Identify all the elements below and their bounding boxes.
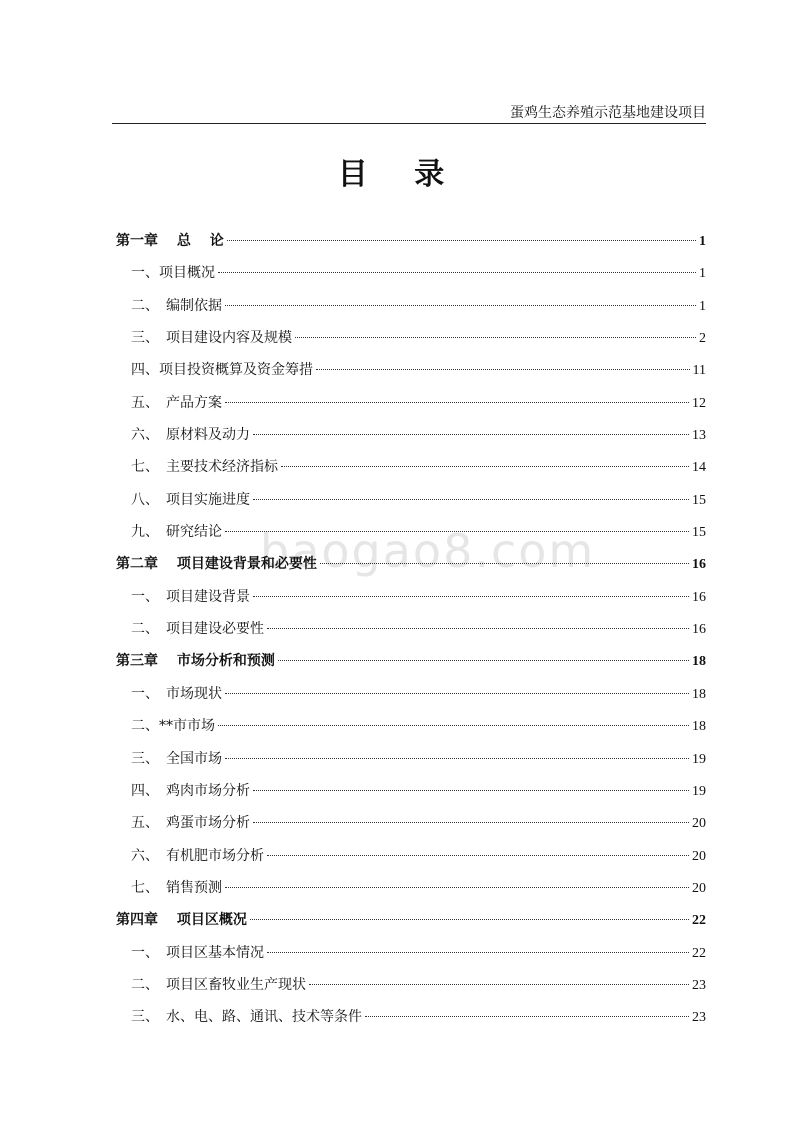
dot-leader xyxy=(225,402,689,403)
toc-entry-page-number: 1 xyxy=(699,266,706,282)
toc-entry-label: 一、 项目建设背景 xyxy=(131,588,250,605)
toc-entry-page-number: 16 xyxy=(692,622,706,638)
toc-entry-page-number: 18 xyxy=(692,686,706,702)
dot-leader xyxy=(267,952,689,953)
toc-entry-label: 六、 原材料及动力 xyxy=(131,427,250,444)
toc-entry-label: 一、 项目区基本情况 xyxy=(131,944,264,961)
toc-section-entry[interactable] xyxy=(116,419,706,451)
toc-section-entry[interactable] xyxy=(116,451,706,483)
toc-entry-label: 第三章 市场分析和预测 xyxy=(116,653,275,670)
toc-entry-page-number: 22 xyxy=(692,945,706,961)
dot-leader xyxy=(253,790,689,791)
toc-chapter-entry[interactable] xyxy=(116,225,706,257)
toc-section-entry[interactable] xyxy=(116,807,706,839)
toc-entry-label: 四、项目投资概算及资金筹措 xyxy=(131,362,313,379)
dot-leader xyxy=(253,596,689,597)
toc-entry-label: 七、 主要技术经济指标 xyxy=(131,459,278,476)
dot-leader xyxy=(250,919,689,920)
toc-entry-label: 九、 研究结论 xyxy=(131,524,222,541)
dot-leader xyxy=(225,305,696,306)
toc-entry-page-number: 12 xyxy=(692,395,706,411)
toc-entry-label: 四、 鸡肉市场分析 xyxy=(131,782,250,799)
toc-entry-label: 一、 市场现状 xyxy=(131,685,222,702)
toc-entry-page-number: 16 xyxy=(692,589,706,605)
toc-entry-page-number: 11 xyxy=(692,363,706,379)
toc-entry-label: 七、 销售预测 xyxy=(131,879,222,896)
toc-section-entry[interactable] xyxy=(116,581,706,613)
toc-section-entry[interactable] xyxy=(116,1001,706,1033)
toc-section-entry[interactable] xyxy=(116,775,706,807)
toc-section-entry[interactable] xyxy=(116,257,706,289)
toc-chapter-entry[interactable] xyxy=(116,904,706,936)
dot-leader xyxy=(227,240,696,241)
toc-entry-page-number: 18 xyxy=(692,719,706,735)
toc-section-entry[interactable] xyxy=(116,354,706,386)
dot-leader xyxy=(320,563,689,564)
toc-entry-label: 二、 项目区畜牧业生产现状 xyxy=(131,976,306,993)
toc-entry-page-number: 13 xyxy=(692,428,706,444)
toc-section-entry[interactable] xyxy=(116,516,706,548)
dot-leader xyxy=(218,725,689,726)
toc-section-entry[interactable] xyxy=(116,322,706,354)
toc-section-entry[interactable] xyxy=(116,678,706,710)
toc-section-entry[interactable] xyxy=(116,613,706,645)
toc-section-entry[interactable] xyxy=(116,290,706,322)
dot-leader xyxy=(253,499,689,500)
table-of-contents xyxy=(116,225,706,1034)
toc-entry-label: 第四章 项目区概况 xyxy=(116,912,247,929)
toc-entry-page-number: 15 xyxy=(692,492,706,508)
toc-entry-label: 五、 产品方案 xyxy=(131,394,222,411)
running-header: 蛋鸡生态养殖示范基地建设项目 xyxy=(510,105,706,121)
dot-leader xyxy=(295,337,696,338)
dot-leader xyxy=(316,369,690,370)
toc-title: 目 录 xyxy=(337,157,463,192)
dot-leader xyxy=(218,272,696,273)
toc-section-entry[interactable] xyxy=(116,969,706,1001)
toc-entry-label: 二、**市市场 xyxy=(131,718,215,735)
toc-section-entry[interactable] xyxy=(116,710,706,742)
toc-entry-label: 三、 项目建设内容及规模 xyxy=(131,330,292,347)
toc-chapter-entry[interactable] xyxy=(116,548,706,580)
toc-entry-page-number: 23 xyxy=(692,1010,706,1026)
toc-section-entry[interactable] xyxy=(116,937,706,969)
toc-section-entry[interactable] xyxy=(116,872,706,904)
toc-entry-page-number: 2 xyxy=(699,331,706,347)
toc-entry-label: 三、 全国市场 xyxy=(131,750,222,767)
toc-entry-label: 三、 水、电、路、通讯、技术等条件 xyxy=(131,1009,362,1026)
toc-entry-page-number: 15 xyxy=(692,525,706,541)
toc-entry-page-number: 22 xyxy=(692,913,706,929)
toc-entry-page-number: 19 xyxy=(692,751,706,767)
toc-entry-label: 八、 项目实施进度 xyxy=(131,491,250,508)
toc-entry-page-number: 20 xyxy=(692,816,706,832)
toc-entry-label: 第一章 总 论 xyxy=(116,233,224,249)
dot-leader xyxy=(253,822,689,823)
dot-leader xyxy=(267,855,689,856)
toc-section-entry[interactable] xyxy=(116,743,706,775)
toc-entry-page-number: 1 xyxy=(699,234,706,249)
toc-entry-label: 六、 有机肥市场分析 xyxy=(131,847,264,864)
toc-entry-page-number: 19 xyxy=(692,783,706,799)
dot-leader xyxy=(309,984,689,985)
dot-leader xyxy=(225,531,689,532)
dot-leader xyxy=(225,693,689,694)
toc-section-entry[interactable] xyxy=(116,840,706,872)
watermark: baogao8.com xyxy=(260,524,596,578)
dot-leader xyxy=(281,466,689,467)
toc-entry-page-number: 20 xyxy=(692,880,706,896)
toc-entry-page-number: 14 xyxy=(692,460,706,476)
header-rule xyxy=(112,123,706,124)
toc-entry-label: 二、 编制依据 xyxy=(131,297,222,314)
toc-entry-page-number: 20 xyxy=(692,848,706,864)
dot-leader xyxy=(225,758,689,759)
toc-section-entry[interactable] xyxy=(116,387,706,419)
toc-entry-page-number: 16 xyxy=(692,557,706,573)
dot-leader xyxy=(225,887,689,888)
dot-leader xyxy=(253,434,689,435)
toc-entry-label: 第二章 项目建设背景和必要性 xyxy=(116,556,317,573)
toc-chapter-entry[interactable] xyxy=(116,645,706,677)
dot-leader xyxy=(267,628,689,629)
toc-entry-page-number: 23 xyxy=(692,977,706,993)
dot-leader xyxy=(365,1016,689,1017)
toc-section-entry[interactable] xyxy=(116,484,706,516)
toc-entry-label: 一、项目概况 xyxy=(131,265,215,282)
toc-entry-label: 二、 项目建设必要性 xyxy=(131,621,264,638)
toc-entry-page-number: 18 xyxy=(692,654,706,670)
dot-leader xyxy=(278,660,689,661)
toc-entry-label: 五、 鸡蛋市场分析 xyxy=(131,815,250,832)
toc-entry-page-number: 1 xyxy=(699,298,706,314)
